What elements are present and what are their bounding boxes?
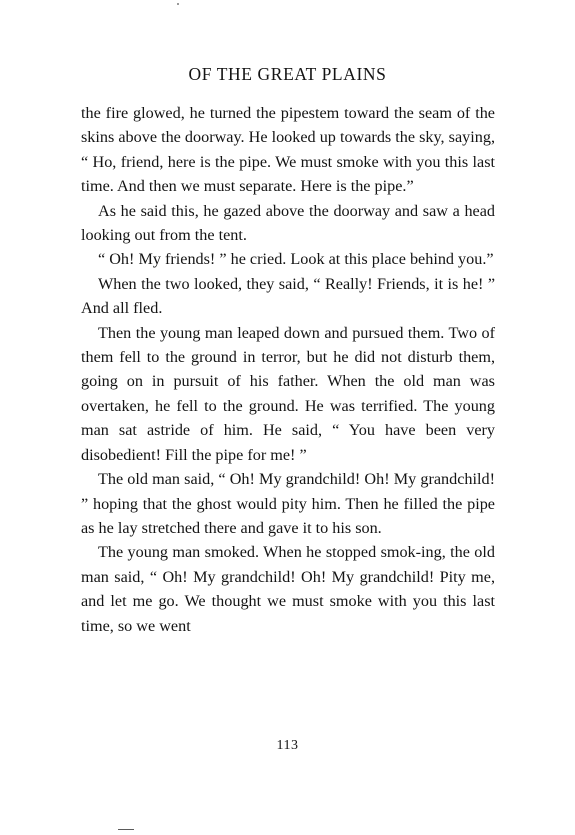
paragraph-continued: the fire glowed, he turned the pipestem toward the seam of the skins above the doorway. He looked up towards the sky, saying, “ Ho, friend, here is the pipe. We must smoke with you this last time. And then we must separate. Here is the pipe.” xyxy=(81,104,495,196)
paragraph: When the two looked, they said, “ Really! Friends, it is he! ” And all fled. xyxy=(81,274,495,318)
paragraph: As he said this, he gazed above the doorway and saw a head looking out from the tent. xyxy=(81,201,495,245)
body-text xyxy=(81,101,495,638)
page-number: 113 xyxy=(276,738,299,753)
paragraph: The young man smoked. When he stopped smok-ing, the old man said, “ Oh! My grandchild! Oh! My grandchild! Pity me, and let me go. We thought we must smoke with you this last time, so we went xyxy=(81,543,495,635)
paragraph: Then the young man leaped down and pursued them. Two of them fell to the ground in terror, but he did not disturb them, going on in pursuit of his father. When the old man was overtaken, he fell to the ground. He was terrified. The young man sat astride of him. He said, “ You have been very disobedient! Fill the pipe for me! ” xyxy=(81,323,495,464)
paragraph: The old man said, “ Oh! My grandchild! Oh! My grandchild! ” hoping that the ghost would pity him. Then he filled the pipe as he lay stretched there and gave it to his son. xyxy=(81,470,495,537)
paragraph: “ Oh! My friends! ” he cried. Look at this place behind you.” xyxy=(98,250,494,269)
print-mark xyxy=(118,829,134,830)
print-speck xyxy=(177,3,179,5)
running-head: OF THE GREAT PLAINS xyxy=(188,64,387,84)
